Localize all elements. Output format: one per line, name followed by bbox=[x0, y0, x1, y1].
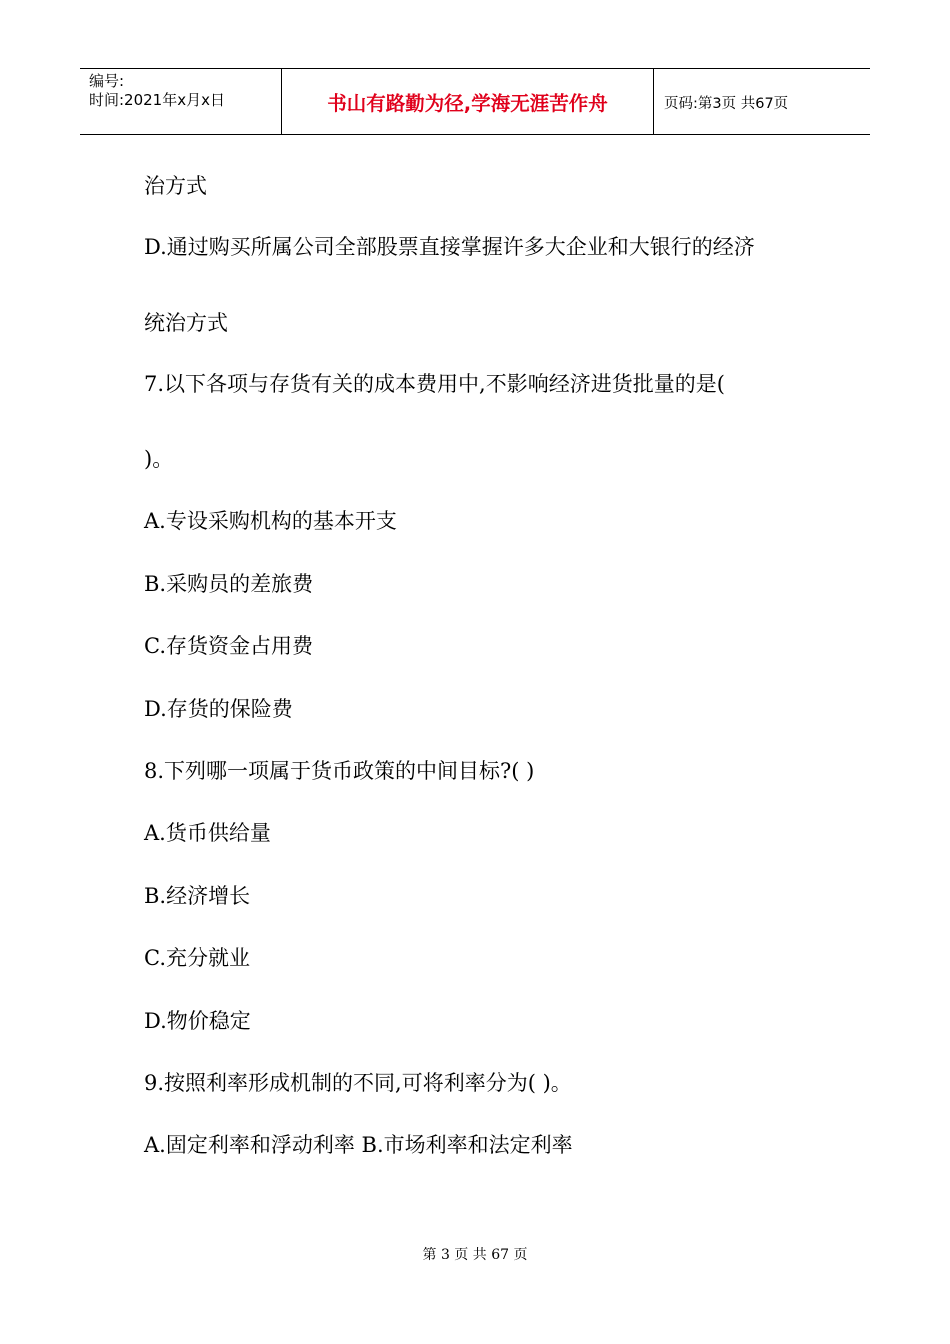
option-line: B.经济增长 bbox=[144, 884, 251, 908]
option-line: A.货币供给量 bbox=[144, 821, 271, 845]
option-line: A.专设采购机构的基本开支 bbox=[144, 509, 397, 533]
option-line: B.采购员的差旅费 bbox=[144, 572, 314, 596]
option-line: D.存货的保险费 bbox=[144, 697, 293, 721]
text-line: 统治方式 bbox=[144, 311, 228, 335]
page-footer: 第 3 页 共 67 页 bbox=[422, 1247, 528, 1263]
option-line: D.通过购买所属公司全部股票直接掌握许多大企业和大银行的经济 bbox=[144, 235, 755, 259]
text-line: )。 bbox=[144, 447, 174, 471]
option-line: A.固定利率和浮动利率 B.市场利率和法定利率 bbox=[144, 1133, 573, 1157]
text-line: 治方式 bbox=[144, 174, 207, 198]
question-line: 9.按照利率形成机制的不同,可将利率分为( )。 bbox=[144, 1071, 572, 1095]
header-divider bbox=[653, 69, 654, 134]
question-line: 7.以下各项与存货有关的成本费用中,不影响经济进货批量的是( bbox=[144, 372, 725, 396]
question-line: 8.下列哪一项属于货币政策的中间目标?( ) bbox=[144, 759, 535, 783]
option-line: C.存货资金占用费 bbox=[144, 634, 313, 658]
header-page-info: 页码:第3页 共67页 bbox=[664, 95, 789, 112]
document-time-label: 时间:2021年x月x日 bbox=[89, 91, 225, 109]
document-number-label: 编号: bbox=[89, 72, 125, 90]
page-header bbox=[80, 68, 870, 135]
header-motto: 书山有路勤为径,学海无涯苦作舟 bbox=[327, 92, 608, 115]
option-line: C.充分就业 bbox=[144, 946, 250, 970]
option-line: D.物价稳定 bbox=[144, 1009, 251, 1033]
